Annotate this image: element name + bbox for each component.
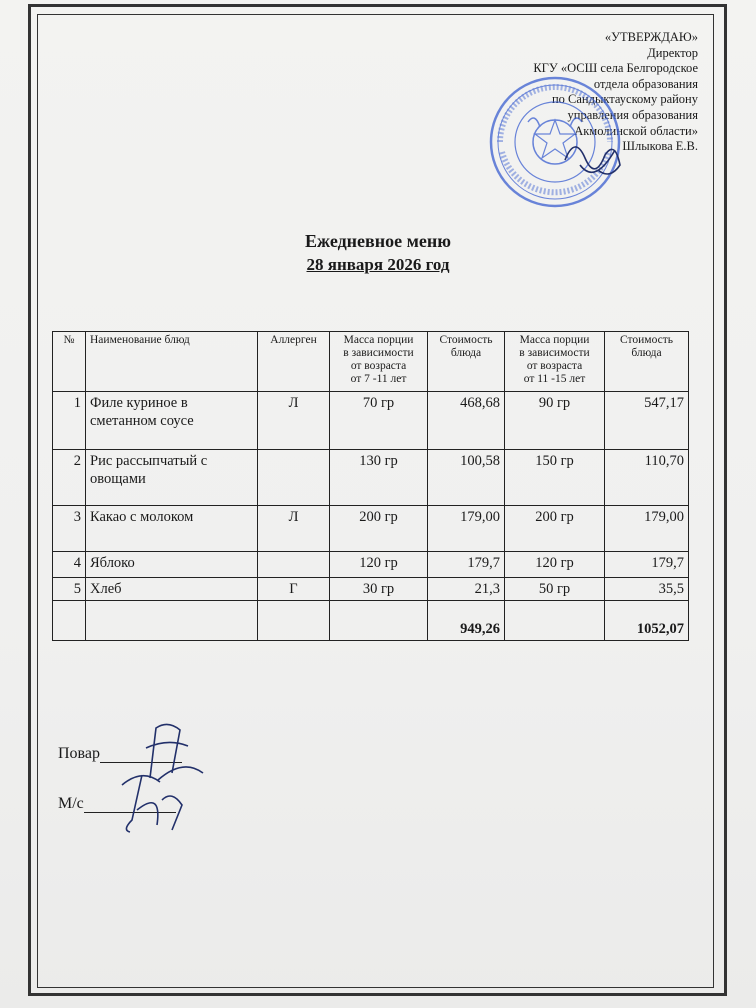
approval-line: Директор bbox=[647, 45, 698, 60]
page-title: Ежедневное меню bbox=[305, 231, 451, 251]
col-text: Масса порции bbox=[519, 334, 590, 346]
col-text: Масса порции bbox=[343, 334, 414, 346]
cell-allergen bbox=[258, 552, 330, 578]
col-text: в зависимости bbox=[519, 347, 590, 359]
cell-no: 1 bbox=[53, 392, 86, 450]
nurse-signature-icon bbox=[102, 760, 192, 835]
approval-line: управления образования bbox=[567, 107, 698, 122]
cell-empty bbox=[505, 601, 605, 641]
cell-name: Яблоко bbox=[86, 552, 258, 578]
col-text: от 7 -11 лет bbox=[350, 373, 407, 385]
cell-allergen: Л bbox=[258, 392, 330, 450]
cell-cost1: 179,00 bbox=[428, 506, 505, 552]
cell-mass2: 120 гр bbox=[505, 552, 605, 578]
cook-label: Повар bbox=[58, 745, 100, 762]
director-signature-icon bbox=[560, 130, 630, 190]
cell-cost1: 21,3 bbox=[428, 578, 505, 601]
col-name: Наименование блюд bbox=[86, 332, 258, 392]
cell-empty bbox=[258, 601, 330, 641]
col-mass-11-15 bbox=[505, 332, 605, 392]
cell-empty bbox=[330, 601, 428, 641]
cell-empty bbox=[86, 601, 258, 641]
approval-line: КГУ «ОСШ села Белгородское bbox=[533, 61, 698, 76]
cell-cost2: 179,7 bbox=[605, 552, 689, 578]
cell-text: Рис рассыпчатый с bbox=[90, 453, 208, 469]
cell-text: Филе куриное в bbox=[90, 395, 188, 411]
cell-cost1: 468,68 bbox=[428, 392, 505, 450]
cell-name: Какао с молоком bbox=[86, 506, 258, 552]
col-text: блюда bbox=[450, 347, 482, 359]
cell-name bbox=[86, 392, 258, 450]
cell-name bbox=[86, 450, 258, 506]
cell-mass2: 150 гр bbox=[505, 450, 605, 506]
cell-allergen bbox=[258, 450, 330, 506]
menu-date: 28 января 2026 год bbox=[306, 255, 450, 274]
cell-text: сметанном соусе bbox=[90, 413, 194, 429]
cell-cost1: 100,58 bbox=[428, 450, 505, 506]
cell-allergen: Г bbox=[258, 578, 330, 601]
cell-no: 2 bbox=[53, 450, 86, 506]
cell-mass2: 90 гр bbox=[505, 392, 605, 450]
table-row bbox=[53, 450, 689, 506]
cell-mass1: 70 гр bbox=[330, 392, 428, 450]
approval-line: отдела образования bbox=[593, 76, 698, 91]
total-cost2: 1052,07 bbox=[605, 601, 689, 641]
col-text: от возраста bbox=[526, 360, 583, 372]
col-text: Стоимость bbox=[439, 334, 493, 346]
cell-mass2: 200 гр bbox=[505, 506, 605, 552]
cell-name: Хлеб bbox=[86, 578, 258, 601]
approval-line: Акмолинской области» bbox=[574, 123, 698, 138]
col-text: Стоимость bbox=[620, 334, 673, 346]
menu-table bbox=[52, 331, 689, 641]
table-row bbox=[53, 552, 689, 578]
nurse-label: М/с bbox=[58, 795, 84, 812]
cell-cost1: 179,7 bbox=[428, 552, 505, 578]
col-text: блюда bbox=[631, 347, 662, 359]
approval-line: по Сандыктаускому району bbox=[551, 92, 698, 107]
table-row bbox=[53, 506, 689, 552]
approval-line: Шлыкова Е.В. bbox=[622, 139, 698, 154]
cell-mass1: 200 гр bbox=[330, 506, 428, 552]
total-cost1: 949,26 bbox=[428, 601, 505, 641]
cell-no: 5 bbox=[53, 578, 86, 601]
cell-text: овощами bbox=[90, 471, 146, 487]
col-allergen: Аллерген bbox=[258, 332, 330, 392]
cell-no: 3 bbox=[53, 506, 86, 552]
cell-mass2: 50 гр bbox=[505, 578, 605, 601]
cell-cost2: 179,00 bbox=[605, 506, 689, 552]
col-text: от возраста bbox=[350, 360, 407, 372]
col-text: в зависимости bbox=[343, 347, 414, 359]
table-row bbox=[53, 578, 689, 601]
cell-no: 4 bbox=[53, 552, 86, 578]
table-row bbox=[53, 392, 689, 450]
cell-mass1: 30 гр bbox=[330, 578, 428, 601]
cell-cost2: 547,17 bbox=[605, 392, 689, 450]
col-text: от 11 -15 лет bbox=[523, 373, 586, 385]
approval-line: «УТВЕРЖДАЮ» bbox=[604, 30, 698, 44]
col-no: № bbox=[53, 332, 86, 392]
col-mass-7-11 bbox=[330, 332, 428, 392]
col-cost-2 bbox=[605, 332, 689, 392]
cell-empty bbox=[53, 601, 86, 641]
table-header-row bbox=[53, 332, 689, 392]
cell-cost2: 35,5 bbox=[605, 578, 689, 601]
table-total-row bbox=[53, 601, 689, 641]
cell-mass1: 120 гр bbox=[330, 552, 428, 578]
col-cost-1 bbox=[428, 332, 505, 392]
cell-cost2: 110,70 bbox=[605, 450, 689, 506]
cell-mass1: 130 гр bbox=[330, 450, 428, 506]
cell-allergen: Л bbox=[258, 506, 330, 552]
